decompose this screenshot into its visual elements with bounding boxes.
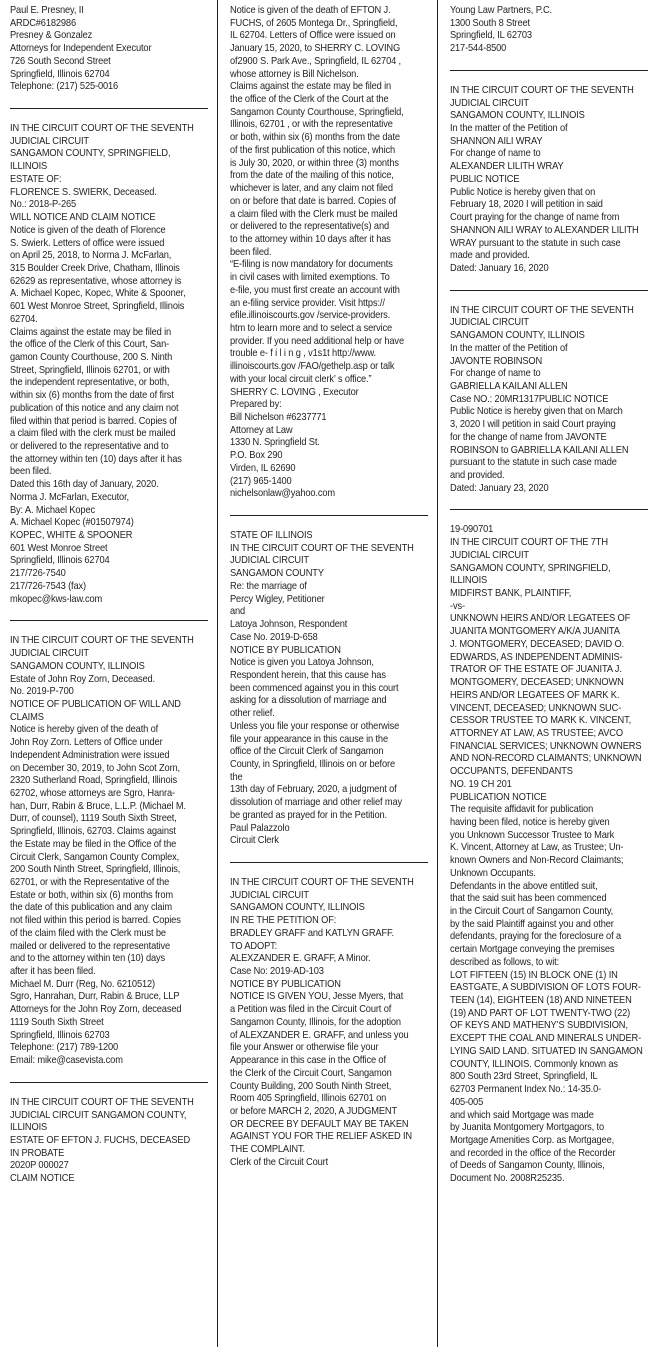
notice-line: JUDICIAL CIRCUIT SANGAMON COUNTY, — [10, 1109, 187, 1121]
notice-line: FUCHS, of 2605 Montega Dr., Springfield, — [230, 17, 398, 29]
notice-line: ESTATE OF EFTON J. FUCHS, DECEASED — [10, 1134, 191, 1146]
notice-line: SANGAMON COUNTY, ILLINOIS — [450, 110, 585, 122]
notice-line: January 15, 2020, to SHERRY C. LOVING — [230, 43, 401, 55]
notice-line: ILLINOIS — [10, 161, 48, 173]
notice-line: the independent representative, or both, — [10, 377, 170, 389]
notice-line: JAVONTE ROBINSON — [450, 355, 543, 367]
notice-line: STATE OF ILLINOIS — [230, 530, 313, 542]
notice-line: having been filed, notice is hereby given — [450, 816, 610, 828]
notice-line: office of the Circuit Clerk of Sangamon — [230, 746, 384, 758]
notice-line: EASTGATE, A SUBDIVISION OF LOTS FOUR- — [450, 982, 641, 994]
notice-line: Paul Palazzolo — [230, 822, 290, 834]
notice-line: Attorney at Law — [230, 424, 293, 436]
notice-line: 217-544-8500 — [450, 43, 507, 55]
legal-notice — [450, 524, 649, 1185]
notice-line: EXCEPT THE COAL AND MINERALS UNDER- — [450, 1033, 642, 1045]
notice-line: OCCUPANTS, DEFENDANTS — [450, 766, 573, 778]
notice-line: gamon County Courthouse, 200 S. Ninth — [10, 351, 173, 363]
notice-line: Unknown Occupants. — [450, 867, 536, 879]
notice-line: EDWARDS, AS INDEPENDENT ADMINIS- — [450, 651, 623, 663]
notice-line: Springfield, Illinois 62704 — [10, 555, 110, 567]
notice-line: defendants, praying for the foreclosure of a — [450, 931, 622, 943]
notice-line: trouble e- f i l i n g , v1s1t http://www. — [230, 348, 376, 360]
notice-line: OR DECREE BY DEFAULT MAY BE TAKEN — [230, 1118, 409, 1130]
notice-line: or before MARCH 2, 2020, A JUDGMENT — [230, 1105, 398, 1117]
notice-separator — [230, 515, 428, 516]
notice-line: Case No. 2019-D-658 — [230, 631, 318, 643]
notice-line: Notice is given you Latoya Johnson, — [230, 657, 374, 669]
notice-line: IN THE CIRCUIT COURT OF THE 7TH — [450, 537, 608, 549]
notice-line: 1119 South Sixth Street — [10, 1016, 104, 1028]
notice-line: JUDICIAL CIRCUIT — [10, 135, 89, 147]
notice-line: on or before that date is barred. Copies of — [230, 195, 396, 207]
notice-line: Sangamon County, Illinois, for the adoption — [230, 1016, 401, 1028]
notice-line: within six (6) months from the date of first — [10, 390, 174, 402]
notice-line: the Clerk of the Circuit Court, Sangamon — [230, 1067, 392, 1079]
notice-line: 3, 2020 I will petition in said Court praying — [450, 419, 616, 431]
notice-separator — [450, 290, 648, 291]
notice-line: IN PROBATE — [10, 1147, 65, 1159]
notice-line: IN THE CIRCUIT COURT OF THE SEVENTH — [230, 877, 414, 888]
notice-line: Notice is hereby given of the death of — [10, 724, 159, 736]
notice-line: in civil cases with limited exemptions. To — [230, 272, 390, 284]
notice-line: the — [230, 771, 243, 783]
notice-line: Mortgage Amenities Corp. as Mortgagee, — [450, 1134, 615, 1146]
notice-line: the office of the Clerk of this Court, San- — [10, 339, 170, 351]
notice-line: JUDICIAL CIRCUIT — [230, 889, 309, 901]
notice-line: 601 West Monroe Street — [10, 542, 108, 554]
notice-line: and — [230, 606, 246, 618]
notice-line: A. Michael Kopec, Kopec, White & Spooner, — [10, 288, 186, 300]
notice-line: JUDICIAL CIRCUIT — [450, 97, 529, 109]
notice-line: Claims against the estate may be filed in — [230, 81, 392, 93]
notice-line: Court praying for the change of name from — [450, 212, 620, 224]
notice-line: John Roy Zorn. Letters of Office under — [10, 737, 163, 749]
notice-line: Defendants in the above entitled suit, — [450, 880, 598, 892]
notice-line: provider. If you need additional help or have — [230, 335, 404, 347]
notice-line: and recorded in the office of the Recorder — [450, 1147, 616, 1159]
notice-line: filed within that period is barred. Copies of — [10, 415, 177, 427]
legal-notice — [10, 635, 209, 1067]
notice-line: Notice is given of the death of Florence — [10, 224, 166, 236]
notice-line: Circuit Clerk, Sangamon County Complex, — [10, 851, 180, 863]
notice-line: IL 62704. Letters of Office were issued on — [230, 30, 396, 42]
notice-line: a claim filed with the clerk must be mailed — [10, 428, 176, 440]
notice-line: PUBLIC NOTICE — [450, 173, 520, 185]
notice-line: file your Answer or otherwise file your — [230, 1042, 379, 1054]
notice-line: Michael M. Durr (Reg, No. 6210512) — [10, 978, 155, 990]
notice-line: 315 Boulder Creek Drive, Chatham, Illinois — [10, 262, 180, 274]
notice-line: 62701, or with the Representative of the — [10, 877, 170, 888]
notice-line: efile.illinoiscourts.gov /service-providers. — [230, 310, 391, 322]
notice-line: 800 South 23rd Street, Springfield, IL — [450, 1071, 598, 1083]
notice-line: CLAIMS — [10, 711, 44, 723]
notice-line: MIDFIRST BANK, PLAINTIFF, — [450, 588, 572, 600]
notice-line: ILLINOIS — [450, 575, 488, 587]
notice-line: 2020P 000027 — [10, 1160, 69, 1172]
notice-line: J. MONTGOMERY, DECEASED; DAVID O. — [450, 638, 624, 650]
notice-line: of the claim filed with the Clerk must be — [10, 927, 166, 939]
notice-line: Percy Wigley, Petitioner — [230, 593, 325, 605]
notice-line: NO. 19 CH 201 — [450, 778, 512, 790]
notice-line: Attorneys for Independent Executor — [10, 43, 152, 55]
notice-line: No.: 2018-P-265 — [10, 199, 77, 211]
notice-separator — [10, 1082, 208, 1083]
notice-separator — [230, 862, 428, 863]
column-divider-right — [437, 0, 438, 1347]
notice-line: of ALEXZANDER E. GRAFF, and unless you — [230, 1029, 409, 1041]
notice-line: BRADLEY GRAFF and KATLYN GRAFF. — [230, 927, 394, 939]
notice-line: JUANITA MONTGOMERY A/K/A JUANITA — [450, 626, 620, 638]
notice-line: pursuant to the statute in such case made — [450, 457, 617, 469]
notice-separator — [10, 620, 208, 621]
notice-line: e-file, you must first create an account with — [230, 284, 400, 296]
notice-line: VINCENT, DECEASED; UNKNOWN SUC- — [450, 702, 622, 714]
notice-line: -vs- — [450, 600, 465, 612]
notice-line: Presney & Gonzalez — [10, 30, 93, 42]
notice-line: illinoiscourts.gov /FAO/gethelp.asp or talk — [230, 361, 395, 373]
notice-line: Springfield, Illinois 62704 — [10, 68, 110, 80]
notice-line: SANGAMON COUNTY, ILLINOIS — [450, 330, 585, 342]
notice-line: nichelsonlaw@yahoo.com — [230, 488, 335, 500]
notice-line: KOPEC, WHITE & SPOONER — [10, 530, 133, 542]
notice-line: Latoya Johnson, Respondent — [230, 619, 348, 631]
notice-line: “E-filing is now mandatory for documents — [230, 259, 393, 271]
notice-line: ATTORNEY AT LAW, AS TRUSTEE; AVCO — [450, 727, 623, 739]
notice-line: 62703 Permanent Index No.: 14-35.0- — [450, 1084, 602, 1096]
notice-line: In the matter of the Petition of — [450, 342, 568, 354]
notice-line: Young Law Partners, P.C. — [450, 5, 553, 16]
notice-line: For change of name to — [450, 368, 541, 380]
legal-notice — [230, 877, 429, 1170]
notice-line: SANGAMON COUNTY, SPRINGFIELD, — [450, 562, 611, 574]
notice-line: SANGAMON COUNTY — [230, 568, 324, 580]
notice-line: SHANNON AILI WRAY — [450, 135, 543, 147]
notice-line: TRATOR OF THE ESTATE OF JUANITA J. — [450, 664, 622, 676]
notice-line: Street, Springfield, Illinois 62701, or with — [10, 364, 170, 376]
notice-line: 217/726-7543 (fax) — [10, 580, 87, 592]
legal-notice — [230, 5, 429, 501]
notice-line: ALEXANDER LILITH WRAY — [450, 161, 564, 173]
notice-line: Sangamon County Courthouse, Springfield, — [230, 106, 404, 118]
notice-line: 13th day of February, 2020, a judgment of — [230, 784, 397, 796]
notice-line: Public Notice is hereby given that on — [450, 186, 596, 198]
column-3 — [450, 0, 646, 1347]
notice-line: FINANCIAL SERVICES; UNKNOWN OWNERS — [450, 740, 642, 752]
notice-line: Dated: January 16, 2020 — [450, 262, 549, 274]
legal-notice — [450, 5, 649, 56]
notice-line: the date of this publication and any claim — [10, 902, 172, 914]
notice-line: Unless you file your response or otherwise — [230, 720, 400, 732]
notice-line: file your appearance in this cause in the — [230, 733, 388, 745]
notice-line: Case No: 2019-AD-103 — [230, 966, 324, 978]
notice-line: (217) 965-1400 — [230, 475, 292, 487]
notice-line: publication of this notice and any claim not — [10, 402, 179, 414]
notice-line: JUDICIAL CIRCUIT — [450, 549, 529, 561]
notice-line: HEIRS AND/OR LEGATEES OF MARK K. — [450, 689, 620, 701]
notice-line: to the attorney within 10 days after it has — [230, 233, 391, 245]
notice-line: By: A. Michael Kopec — [10, 504, 95, 516]
notice-line: JUDICIAL CIRCUIT — [450, 317, 529, 329]
notice-line: ROBINSON to GABRIELLA KAILANI ALLEN — [450, 444, 629, 456]
notice-line: 62629 as representative, whose attorney is — [10, 275, 182, 287]
notice-line: for the change of name from JAVONTE — [450, 431, 607, 443]
notice-separator — [450, 509, 648, 510]
notice-line: 601 West Monroe Street, Springfield, Illinois — [10, 301, 185, 313]
notice-line: 19-090701 — [450, 524, 494, 536]
notice-line: A. Michael Kopec (#01507974) — [10, 517, 134, 529]
notice-line: Attorneys for the John Roy Zorn, deceased — [10, 1004, 182, 1016]
notice-line: the attorney within ten (10) days after it has — [10, 453, 182, 465]
notice-line: dissolution of marriage and other relief may — [230, 797, 403, 809]
notice-line: on December 30, 2019, to John Scot Zorn, — [10, 762, 180, 774]
notice-line: IN RE THE PETITION OF: — [230, 915, 337, 927]
notice-line: IN THE CIRCUIT COURT OF THE SEVENTH — [10, 635, 194, 647]
notice-line: 2320 Sutherland Road, Springfield, Illinois — [10, 775, 178, 787]
legal-notice — [450, 305, 649, 496]
notice-line: Springfield, Illinois 62703 — [10, 1029, 110, 1041]
notice-line: been commenced against you in this court — [230, 682, 399, 694]
notice-line: Virden, IL 62690 — [230, 462, 296, 474]
notice-line: Dated: January 23, 2020 — [450, 482, 549, 494]
notice-line: TEEN (14), EIGHTEEN (18) AND NINETEEN — [450, 995, 632, 1007]
notice-line: UNKNOWN HEIRS AND/OR LEGATEES OF — [450, 613, 631, 625]
notice-line: described as follows, to wit: — [450, 956, 560, 968]
notice-line: WRAY pursuant to the statute in such case — [450, 237, 621, 249]
notice-line: ALEXZANDER E. GRAFF, A Minor. — [230, 953, 371, 965]
notice-line: February 18, 2020 I will petition in said — [450, 199, 603, 211]
notice-line: known Owners and Non-Record Claimants; — [450, 855, 624, 867]
notice-line: with your local circuit clerk’ s office.” — [230, 373, 372, 385]
notice-line: been filed. — [230, 246, 272, 258]
notice-separator — [450, 70, 648, 71]
notice-line: Email: mike@casevista.com — [10, 1055, 123, 1067]
notice-line: In the matter of the Petition of — [450, 123, 568, 135]
notice-line: S. Swierk. Letters of office were issued — [10, 237, 165, 249]
notice-line: on April 25, 2018, to Norma J. McFarlan, — [10, 250, 172, 262]
notice-line: Independent Administration were issued — [10, 749, 170, 761]
notice-line: MONTGOMERY, DECEASED; UNKNOWN — [450, 677, 624, 689]
notice-line: Case NO.: 20MR1317PUBLIC NOTICE — [450, 393, 609, 405]
notice-line: 726 South Second Street — [10, 55, 111, 67]
notice-line: made and provided. — [450, 250, 530, 262]
notice-line: and provided. — [450, 470, 505, 481]
notice-line: Re: the marriage of — [230, 580, 307, 592]
notice-line: Sgro, Hanrahan, Durr, Rabin & Bruce, LLP — [10, 991, 180, 1003]
notice-line: the office of the Clerk of the Court at the — [230, 94, 389, 106]
notice-line: Springfield, Illinois, 62703. Claims against — [10, 826, 176, 838]
notice-line: whose attorney is Bill Nichelson. — [230, 68, 359, 80]
notice-line: P.O. Box 290 — [230, 450, 283, 462]
notice-line: JUDICIAL CIRCUIT — [10, 648, 89, 660]
notice-separator — [10, 108, 208, 109]
notice-line: been filed. — [10, 466, 52, 478]
notice-line: or both, within six (6) months from the date — [230, 132, 400, 144]
notice-line: Illinois, 62701 , or with the representative — [230, 119, 393, 131]
notice-line: PUBLICATION NOTICE — [450, 791, 547, 803]
notice-line: Telephone: (217) 789-1200 — [10, 1042, 119, 1054]
notice-line: htm to learn more and to select a service — [230, 322, 393, 334]
notice-line: a claim filed with the Clerk must be mailed — [230, 208, 398, 220]
notice-line: or delivered to the representative and to — [10, 441, 169, 452]
notice-line: Durr, of counsel), 1119 South Sixth Street, — [10, 813, 177, 825]
column-1 — [10, 0, 208, 1347]
notice-line: Telephone: (217) 525-0016 — [10, 81, 119, 93]
column-divider-left — [217, 0, 218, 1347]
notice-line: Dated this 16th day of January, 2020. — [10, 479, 159, 491]
notice-line: and which said Mortgage was made — [450, 1109, 594, 1121]
notice-line: Notice is given of the death of EFTON J. — [230, 5, 391, 16]
notice-line: 1300 South 8 Street — [450, 17, 530, 29]
notice-line: SHERRY C. LOVING , Executor — [230, 386, 359, 398]
notice-line: THE COMPLAINT. — [230, 1144, 305, 1156]
notice-line: IN THE CIRCUIT COURT OF THE SEVENTH — [10, 1096, 194, 1108]
notice-line: Bill Nichelson #6237771 — [230, 412, 327, 423]
notice-line: other relief. — [230, 708, 275, 720]
notice-line: For change of name to — [450, 148, 541, 160]
notice-line: by Juanita Montgomery Mortgagors, to — [450, 1122, 605, 1134]
notice-line: 200 South Ninth Street, Springfield, Illinois, — [10, 864, 181, 876]
notice-line: certain Mortgage conveying the premises — [450, 944, 615, 956]
notice-line: you Unknown Successor Trustee to Mark — [450, 829, 615, 841]
column-2 — [230, 0, 426, 1347]
notice-line: IN THE CIRCUIT COURT OF THE SEVENTH — [10, 123, 194, 135]
notice-line: 62704. — [10, 313, 38, 325]
notice-line: TO ADOPT: — [230, 940, 278, 952]
legal-notice — [230, 530, 429, 848]
notice-line: Appearance in this case in the Office of — [230, 1055, 386, 1067]
notice-line: in the Circuit Court of Sangamon County, — [450, 906, 614, 917]
notice-line: SHANNON AILI WRAY to ALEXANDER LILITH — [450, 224, 639, 236]
notice-line: Norma J. McFarlan, Executor, — [10, 491, 129, 503]
notice-line: County, in Springfield, Illinois on or before — [230, 758, 395, 770]
notice-line: a Petition was filed in the Circuit Court of — [230, 1004, 392, 1016]
notice-line: or delivered to the representative(s) and — [230, 221, 390, 233]
notice-line: COUNTY, ILLINOIS. Commonly known as — [450, 1058, 618, 1070]
notice-line: FLORENCE S. SWIERK, Deceased. — [10, 186, 157, 198]
notice-line: and to the attorney within ten (10) days — [10, 953, 166, 965]
notice-line: No. 2019-P-700 — [10, 686, 74, 698]
notice-line: 405-005 — [450, 1096, 484, 1108]
notice-line: JUDICIAL CIRCUIT — [230, 555, 309, 567]
notice-line: Room 405 Springfield, Illinois 62701 on — [230, 1093, 387, 1105]
notice-line: NOTICE OF PUBLICATION OF WILL AND — [10, 698, 181, 710]
notice-line: ESTATE OF: — [10, 173, 62, 185]
notice-line: Clerk of the Circuit Court — [230, 1156, 329, 1168]
notice-line: 217/726-7540 — [10, 568, 66, 580]
notice-line: SANGAMON COUNTY, ILLINOIS — [230, 902, 365, 914]
notice-line: Claims against the estate may be filed in — [10, 326, 172, 338]
notice-line: Paul E. Presney, II — [10, 5, 84, 16]
notice-line: by the said Plaintiff against you and other — [450, 918, 614, 930]
notice-line: NOTICE IS GIVEN YOU, Jesse Myers, that — [230, 991, 404, 1003]
notice-line: Circuit Clerk — [230, 835, 279, 847]
notice-line: Document No. 2008R25235. — [450, 1173, 565, 1185]
legal-notice — [450, 85, 649, 276]
notice-line: NOTICE BY PUBLICATION — [230, 978, 341, 990]
notice-line: ILLINOIS — [10, 1122, 48, 1134]
notice-line: of the first publication of this notice, which — [230, 144, 396, 156]
notice-line: Respondent herein, that this cause has — [230, 669, 386, 681]
notice-line: NOTICE BY PUBLICATION — [230, 644, 341, 656]
notice-line: IN THE CIRCUIT COURT OF THE SEVENTH — [230, 542, 414, 554]
notice-line: after it has been filed. — [10, 966, 96, 978]
notice-line: SANGAMON COUNTY, SPRINGFIELD, — [10, 148, 171, 160]
notice-line: IN THE CIRCUIT COURT OF THE SEVENTH — [450, 304, 634, 316]
legal-notice — [10, 1097, 209, 1186]
notice-line: Prepared by: — [230, 399, 282, 411]
notice-line: CESSOR TRUSTEE TO MARK K. VINCENT, — [450, 715, 632, 727]
notice-line: CLAIM NOTICE — [10, 1173, 75, 1185]
notice-line: is July 30, 2020, or within three (3) months — [230, 157, 399, 169]
notice-line: an e-filing service provider. Visit https:// — [230, 297, 385, 309]
legal-notice — [10, 5, 209, 94]
notice-line: (19) AND PART OF LOT TWENTY-TWO (22) — [450, 1007, 631, 1019]
notice-line: asking for a dissolution of marriage and — [230, 695, 387, 707]
notice-line: OF KEYS AND MATHENY’S SUBDIVISION, — [450, 1020, 628, 1032]
notice-line: Public Notice is hereby given that on March — [450, 406, 623, 418]
notice-line: mailed or delivered to the representative — [10, 940, 171, 952]
notice-line: 62702, whose attorneys are Sgro, Hanra- — [10, 787, 175, 799]
notice-line: LOT FIFTEEN (15) IN BLOCK ONE (1) IN — [450, 969, 618, 981]
notice-line: AGAINST YOU FOR THE RELIEF ASKED IN — [230, 1131, 412, 1143]
notice-line: SANGAMON COUNTY, ILLINOIS — [10, 660, 145, 672]
notice-line: 1330 N. Springfield St. — [230, 437, 320, 449]
notice-line: Springfield, IL 62703 — [450, 30, 532, 42]
notice-line: of Deeds of Sangamon County, Illinois, — [450, 1160, 605, 1172]
notice-line: Estate of John Roy Zorn, Deceased. — [10, 673, 156, 685]
notice-line: han, Durr, Rabin & Bruce, L.L.P. (Michael M. — [10, 800, 186, 812]
notice-line: GABRIELLA KAILANI ALLEN — [450, 380, 568, 392]
notice-line: the Estate may be filed in the Office of the — [10, 838, 177, 850]
notice-line: AND NON-RECORD CLAIMANTS; UNKNOWN — [450, 753, 642, 765]
notice-line: K. Vincent, Attorney at Law, as Trustee; Un- — [450, 842, 624, 854]
notice-line: County Building, 200 South Ninth Street, — [230, 1080, 392, 1092]
notice-line: that the said suit has been commenced — [450, 893, 607, 905]
notice-line: whichever is later, and any claim not filed — [230, 183, 393, 195]
legal-notice — [10, 123, 209, 606]
notice-line: Estate or both, within six (6) months from — [10, 889, 173, 901]
notice-line: IN THE CIRCUIT COURT OF THE SEVENTH — [450, 84, 634, 96]
notice-line: from the date of the mailing of this notice, — [230, 170, 394, 182]
notice-line: of2900 S. Park Ave., Springfield, IL 62704 , — [230, 55, 402, 67]
notice-line: LYING SAID LAND. SITUATED IN SANGAMON — [450, 1045, 643, 1057]
notice-line: ARDC#6182986 — [10, 17, 76, 29]
notice-line: not filed within this period is barred. Copies — [10, 915, 181, 927]
notice-line: be granted as prayed for in the Petition. — [230, 809, 387, 821]
notice-line: The requisite affidavit for publication — [450, 804, 594, 816]
notice-line: WILL NOTICE AND CLAIM NOTICE — [10, 212, 156, 224]
notice-line: mkopec@kws-law.com — [10, 593, 103, 605]
